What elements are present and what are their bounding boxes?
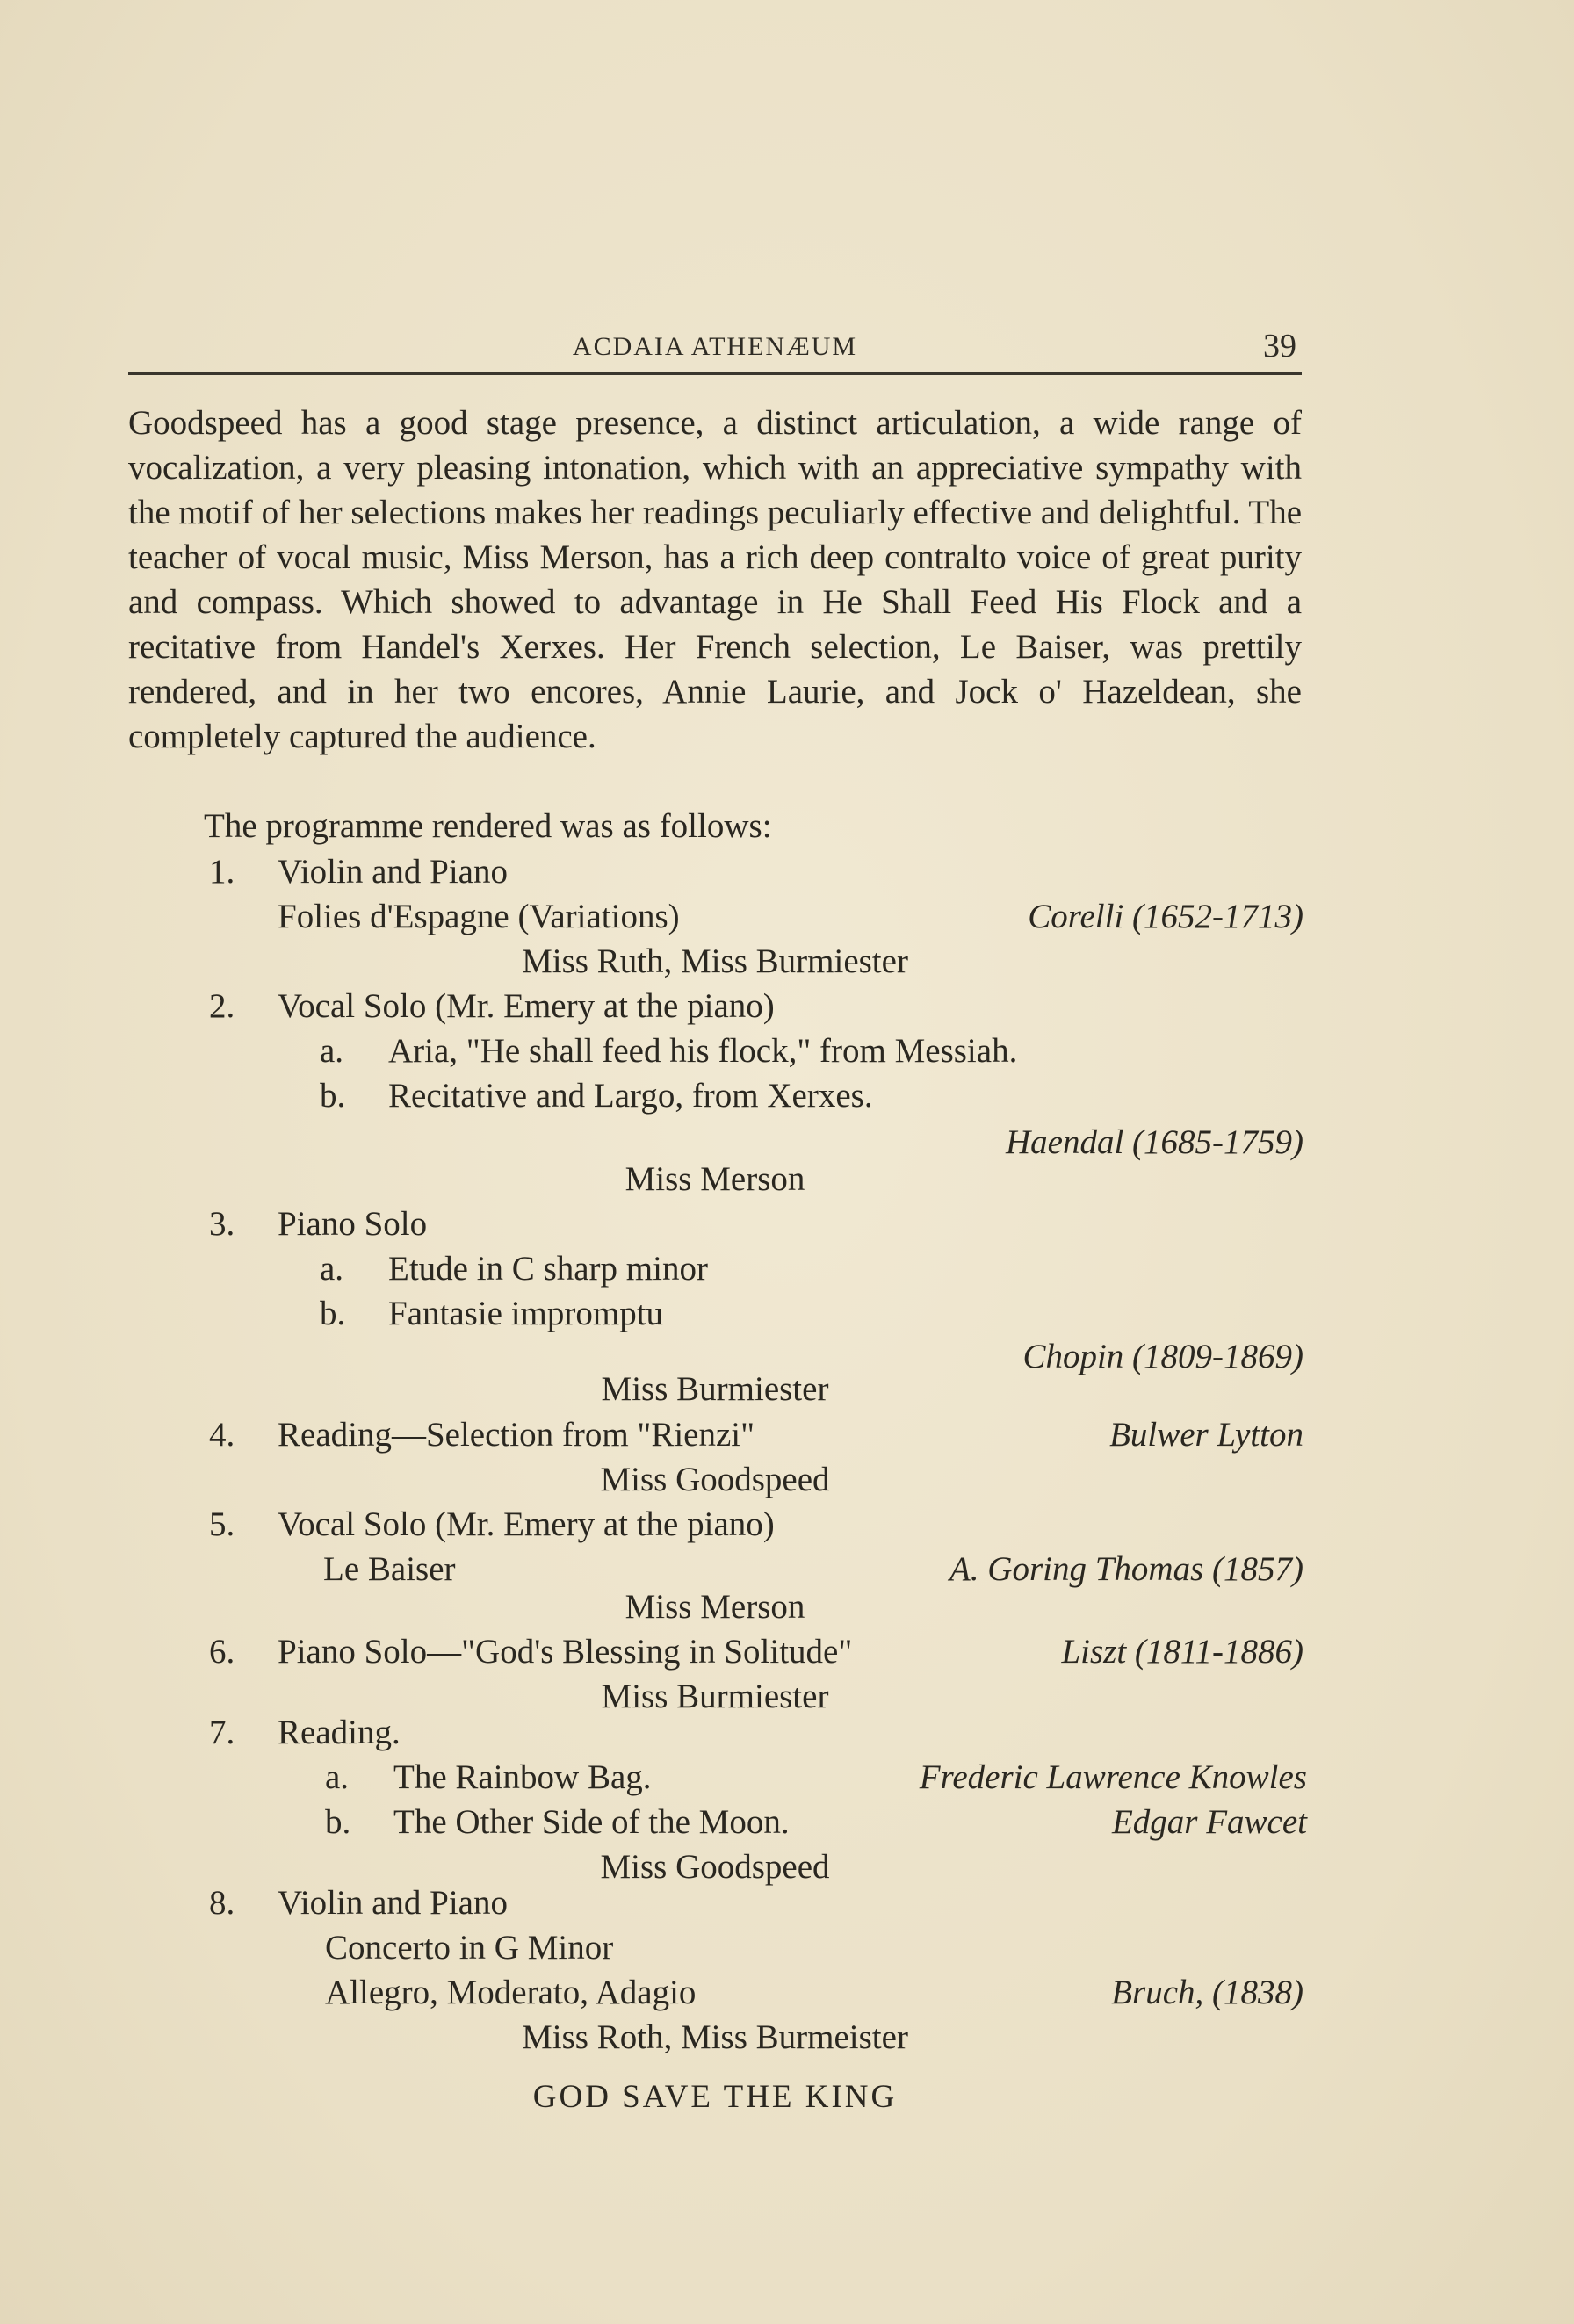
item-number: 4. xyxy=(209,1416,235,1454)
item-piece: Concerto in G Minor xyxy=(325,1929,614,1967)
item-number: 3. xyxy=(209,1205,235,1243)
item-composer: Liszt (1811-1886) xyxy=(1061,1633,1303,1671)
item-composer: A. Goring Thomas (1857) xyxy=(949,1550,1303,1588)
sub-piece: Fantasie impromptu xyxy=(388,1295,664,1332)
item-title: Vocal Solo (Mr. Emery at the piano) xyxy=(278,987,775,1025)
item-author: Edgar Fawcet xyxy=(1111,1803,1307,1841)
item-composer: Haendal (1685-1759) xyxy=(1005,1123,1303,1161)
sub-piece: The Rainbow Bag. xyxy=(394,1758,652,1796)
item-performers: Miss Goodspeed xyxy=(600,1461,830,1498)
item-performers: Miss Merson xyxy=(625,1588,805,1626)
sub-piece: Etude in C sharp minor xyxy=(388,1250,708,1288)
item-movements: Allegro, Moderato, Adagio xyxy=(325,1974,697,2011)
item-author: Frederic Lawrence Knowles xyxy=(919,1758,1307,1796)
sub-letter: b. xyxy=(325,1803,351,1841)
item-performers: Miss Ruth, Miss Burmiester xyxy=(522,942,908,980)
sub-letter: b. xyxy=(320,1295,346,1332)
item-number: 8. xyxy=(209,1884,235,1922)
closing-line: GOD SAVE THE KING xyxy=(532,2079,898,2115)
item-number: 7. xyxy=(209,1714,235,1751)
sub-letter: b. xyxy=(320,1077,346,1115)
item-piece: Le Baiser xyxy=(323,1550,456,1588)
item-number: 6. xyxy=(209,1633,235,1671)
sub-letter: a. xyxy=(325,1758,350,1796)
item-number: 5. xyxy=(209,1505,235,1543)
item-composer: Chopin (1809-1869) xyxy=(1022,1338,1303,1375)
page-header xyxy=(128,316,1302,369)
item-composer: Bruch, (1838) xyxy=(1111,1974,1303,2011)
sub-piece: Aria, "He shall feed his flock," from Messiah. xyxy=(388,1032,1018,1070)
header-rule xyxy=(128,372,1302,375)
sub-piece: Recitative and Largo, from Xerxes. xyxy=(388,1077,873,1115)
item-composer: Bulwer Lytton xyxy=(1109,1416,1303,1454)
item-performers: Miss Merson xyxy=(625,1160,805,1198)
item-title: Piano Solo—"God's Blessing in Solitude" xyxy=(278,1633,853,1671)
item-title: Violin and Piano xyxy=(278,1884,508,1922)
item-performers: Miss Burmiester xyxy=(601,1678,829,1715)
sub-letter: a. xyxy=(320,1250,344,1288)
programme-intro: The programme rendered was as follows: xyxy=(204,807,772,845)
sub-letter: a. xyxy=(320,1032,344,1070)
item-performers: Miss Burmiester xyxy=(601,1370,829,1408)
item-composer: Corelli (1652-1713) xyxy=(1028,898,1303,935)
item-number: 1. xyxy=(209,853,235,891)
running-title: ACDAIA ATHENÆUM xyxy=(572,332,858,361)
paragraph-text: Goodspeed has a good stage presence, a distinct articulation, a wide range of vocalization, a very pleasing intonation, which with an appreciative sympathy with the motif of her selections makes her readings peculiarly effective and delightful. The teacher of vocal music, Miss Merson, has a rich deep contralto voice of great purity and compass. Which showed to advantage in He Shall Feed His Flock and a recitative from Handel's Xerxes. Her French selection, Le Baiser, was prettily rendered, and in her two encores, Annie Laurie, and Jock o' Hazeldean, she completely captured the audience. xyxy=(128,404,1302,755)
sub-piece: The Other Side of the Moon. xyxy=(394,1803,790,1841)
item-title: Violin and Piano xyxy=(278,853,508,891)
item-piece: Folies d'Espagne (Variations) xyxy=(278,898,680,935)
item-title: Piano Solo xyxy=(278,1205,428,1243)
item-title: Reading—Selection from "Rienzi" xyxy=(278,1416,755,1454)
review-paragraph xyxy=(128,401,1302,759)
item-number: 2. xyxy=(209,987,235,1025)
item-title: Vocal Solo (Mr. Emery at the piano) xyxy=(278,1505,775,1543)
item-performers: Miss Goodspeed xyxy=(600,1848,830,1886)
page-number: 39 xyxy=(1263,328,1296,364)
item-title: Reading. xyxy=(278,1714,401,1751)
item-performers: Miss Roth, Miss Burmeister xyxy=(522,2018,908,2056)
